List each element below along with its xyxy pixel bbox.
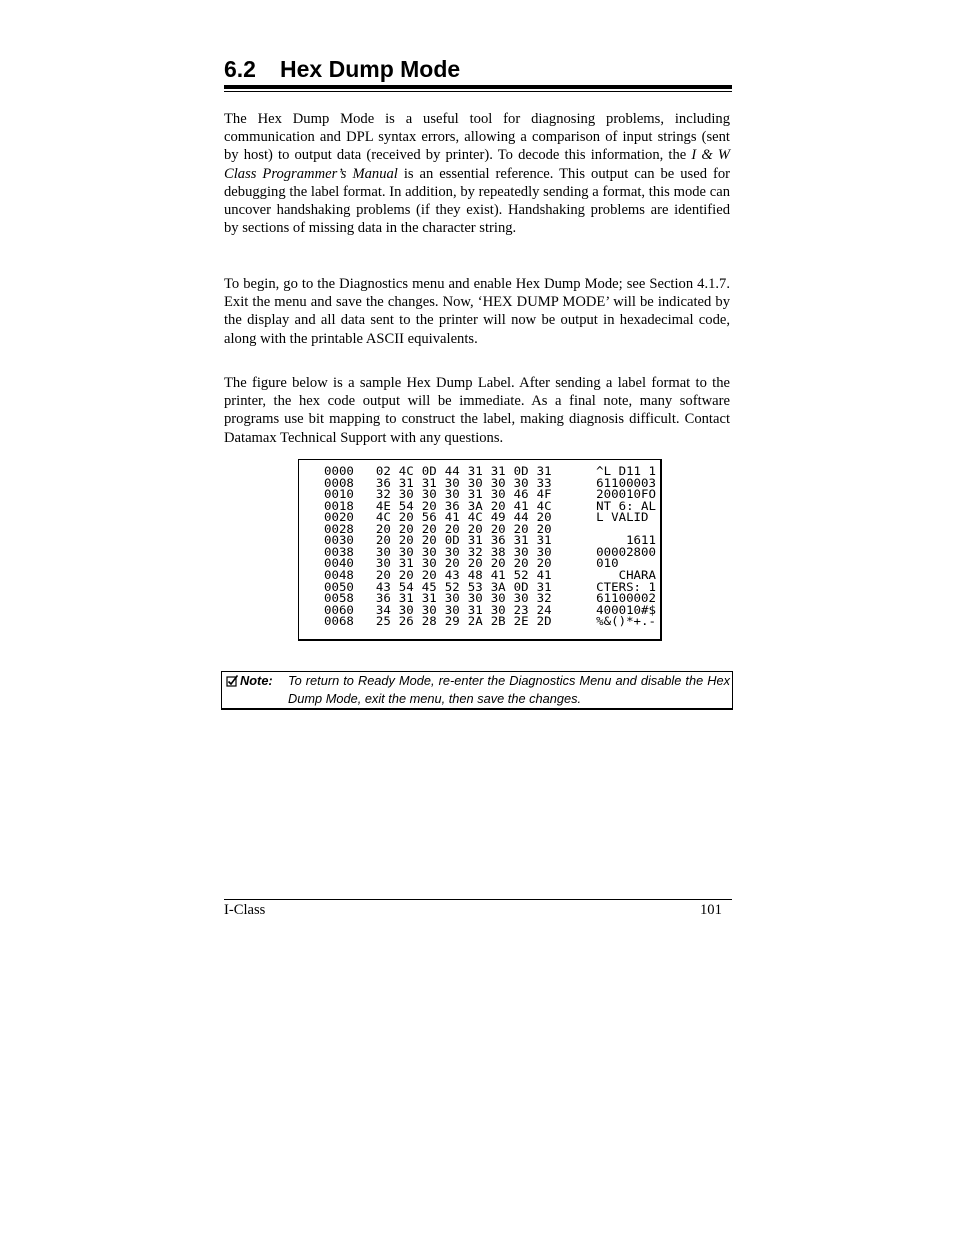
paragraph-intro-part2: is an essential reference. This output can be used for debugging the label format. In addition, by repeatedly sending a format, this mode can uncover handshaking problems (if they exist). Handshaking problems are identified by sections of missing data in the character string. — [224, 165, 730, 237]
note-label-text: Note: — [240, 673, 273, 688]
hex-dump-address: 0058 — [324, 591, 354, 606]
hex-dump-ascii: 1611 — [596, 533, 656, 548]
hex-dump-ascii: 200010FO — [596, 487, 656, 502]
footer-product: I-Class — [224, 902, 266, 918]
hex-dump-address: 0048 — [324, 567, 354, 582]
section-number: 6.2 — [224, 56, 256, 82]
hex-dump-bytes: 36 31 31 30 30 30 30 33 — [375, 475, 552, 490]
note-text: To return to Ready Mode, re-enter the Diagnostics Menu and disable the Hex Dump Mode, exit the menu, then save the changes. — [288, 673, 730, 706]
section-title: Hex Dump Mode — [280, 56, 461, 82]
heading-rule-thin — [224, 91, 732, 92]
page-number: 101 — [700, 902, 722, 918]
footer-rule — [224, 899, 732, 900]
hex-dump-label-figure — [298, 459, 662, 641]
hex-dump-row — [324, 616, 672, 628]
hex-dump-address: 0008 — [324, 475, 354, 490]
note-label — [226, 672, 273, 690]
section-heading — [224, 54, 732, 84]
hex-dump-address: 0050 — [324, 579, 354, 594]
hex-dump-bytes: 30 30 30 30 32 38 30 30 — [375, 544, 552, 559]
hex-dump-bytes: 20 20 20 0D 31 36 31 31 — [375, 533, 552, 548]
note-box — [221, 671, 733, 710]
hex-dump-bytes: 4C 20 56 41 4C 49 44 20 — [375, 510, 552, 525]
hex-dump-ascii: 010 — [596, 556, 619, 571]
hex-dump-bytes: 30 31 30 20 20 20 20 20 — [375, 556, 552, 571]
hex-dump-ascii: 400010#$ — [596, 602, 656, 617]
hex-dump-bytes: 34 30 30 30 31 30 23 24 — [375, 602, 552, 617]
hex-dump-address: 0040 — [324, 556, 354, 571]
hex-dump-bytes: 20 20 20 43 48 41 52 41 — [375, 567, 552, 582]
hex-dump-ascii: ^L D11 1 — [596, 464, 656, 478]
hex-dump-ascii: 61100002 — [596, 591, 656, 606]
paragraph-figure: The figure below is a sample Hex Dump Label. After sending a label format to the printer, the hex code output will be immediate. As a final note, many software programs use bit mapping to construct the label, making diagnosis difficult. Contact Datamax Technical Support with any questions. — [224, 375, 730, 446]
hex-dump-address: 0060 — [324, 602, 354, 617]
hex-dump-ascii: 61100003 — [596, 475, 656, 490]
hex-dump-ascii: 00002800 — [596, 544, 656, 559]
hex-dump-address: 0038 — [324, 544, 354, 559]
paragraph-begin: To begin, go to the Diagnostics menu and enable Hex Dump Mode; see Section 4.1.7. Exit the menu and save the changes. Now, ‘HEX DUMP MODE’ will be indicated by the display and all data sent to the printer will now be output in hexadecimal code, along with the printable ASCII equivalents. — [224, 276, 730, 347]
hex-dump-bytes: 25 26 28 29 2A 2B 2E 2D — [375, 614, 552, 629]
hex-dump-address: 0068 — [324, 614, 354, 629]
hex-dump-ascii: CTERS: 1 — [596, 579, 656, 594]
hex-dump-bytes: 20 20 20 20 20 20 20 20 — [375, 521, 552, 536]
heading-rule-thick — [224, 85, 732, 89]
hex-dump-bytes: 43 54 45 52 53 3A 0D 31 — [375, 579, 552, 594]
hex-dump-bytes: 4E 54 20 36 3A 20 41 4C — [375, 498, 552, 513]
hex-dump-address: 0010 — [324, 487, 354, 502]
manual-title: I & W Class Programmer’s Manual — [224, 147, 730, 182]
checkbox-note-icon — [226, 675, 238, 687]
hex-dump-ascii: CHARA — [596, 567, 656, 582]
hex-dump-address: 0018 — [324, 498, 354, 513]
hex-dump-ascii: L VALID — [596, 510, 649, 525]
hex-dump-address: 0020 — [324, 510, 354, 525]
hex-dump-ascii: NT 6: AL — [596, 498, 656, 513]
paragraph-intro — [224, 110, 730, 237]
hex-dump-address: 0030 — [324, 533, 354, 548]
hex-dump-bytes: 02 4C 0D 44 31 31 0D 31 — [375, 464, 552, 478]
hex-dump-bytes: 36 31 31 30 30 30 30 32 — [375, 591, 552, 606]
paragraph-intro-part1: The Hex Dump Mode is a useful tool for diagnosing problems, including communication and DPL syntax errors, allowing a comparison of input strings (sent by host) to output data (received by printer). To decode this information, the — [224, 111, 730, 164]
hex-dump-ascii: %&()*+.- — [596, 614, 656, 629]
hex-dump-bytes: 32 30 30 30 31 30 46 4F — [375, 487, 552, 502]
hex-dump-address: 0028 — [324, 521, 354, 536]
hex-dump-address: 0000 — [324, 464, 354, 478]
